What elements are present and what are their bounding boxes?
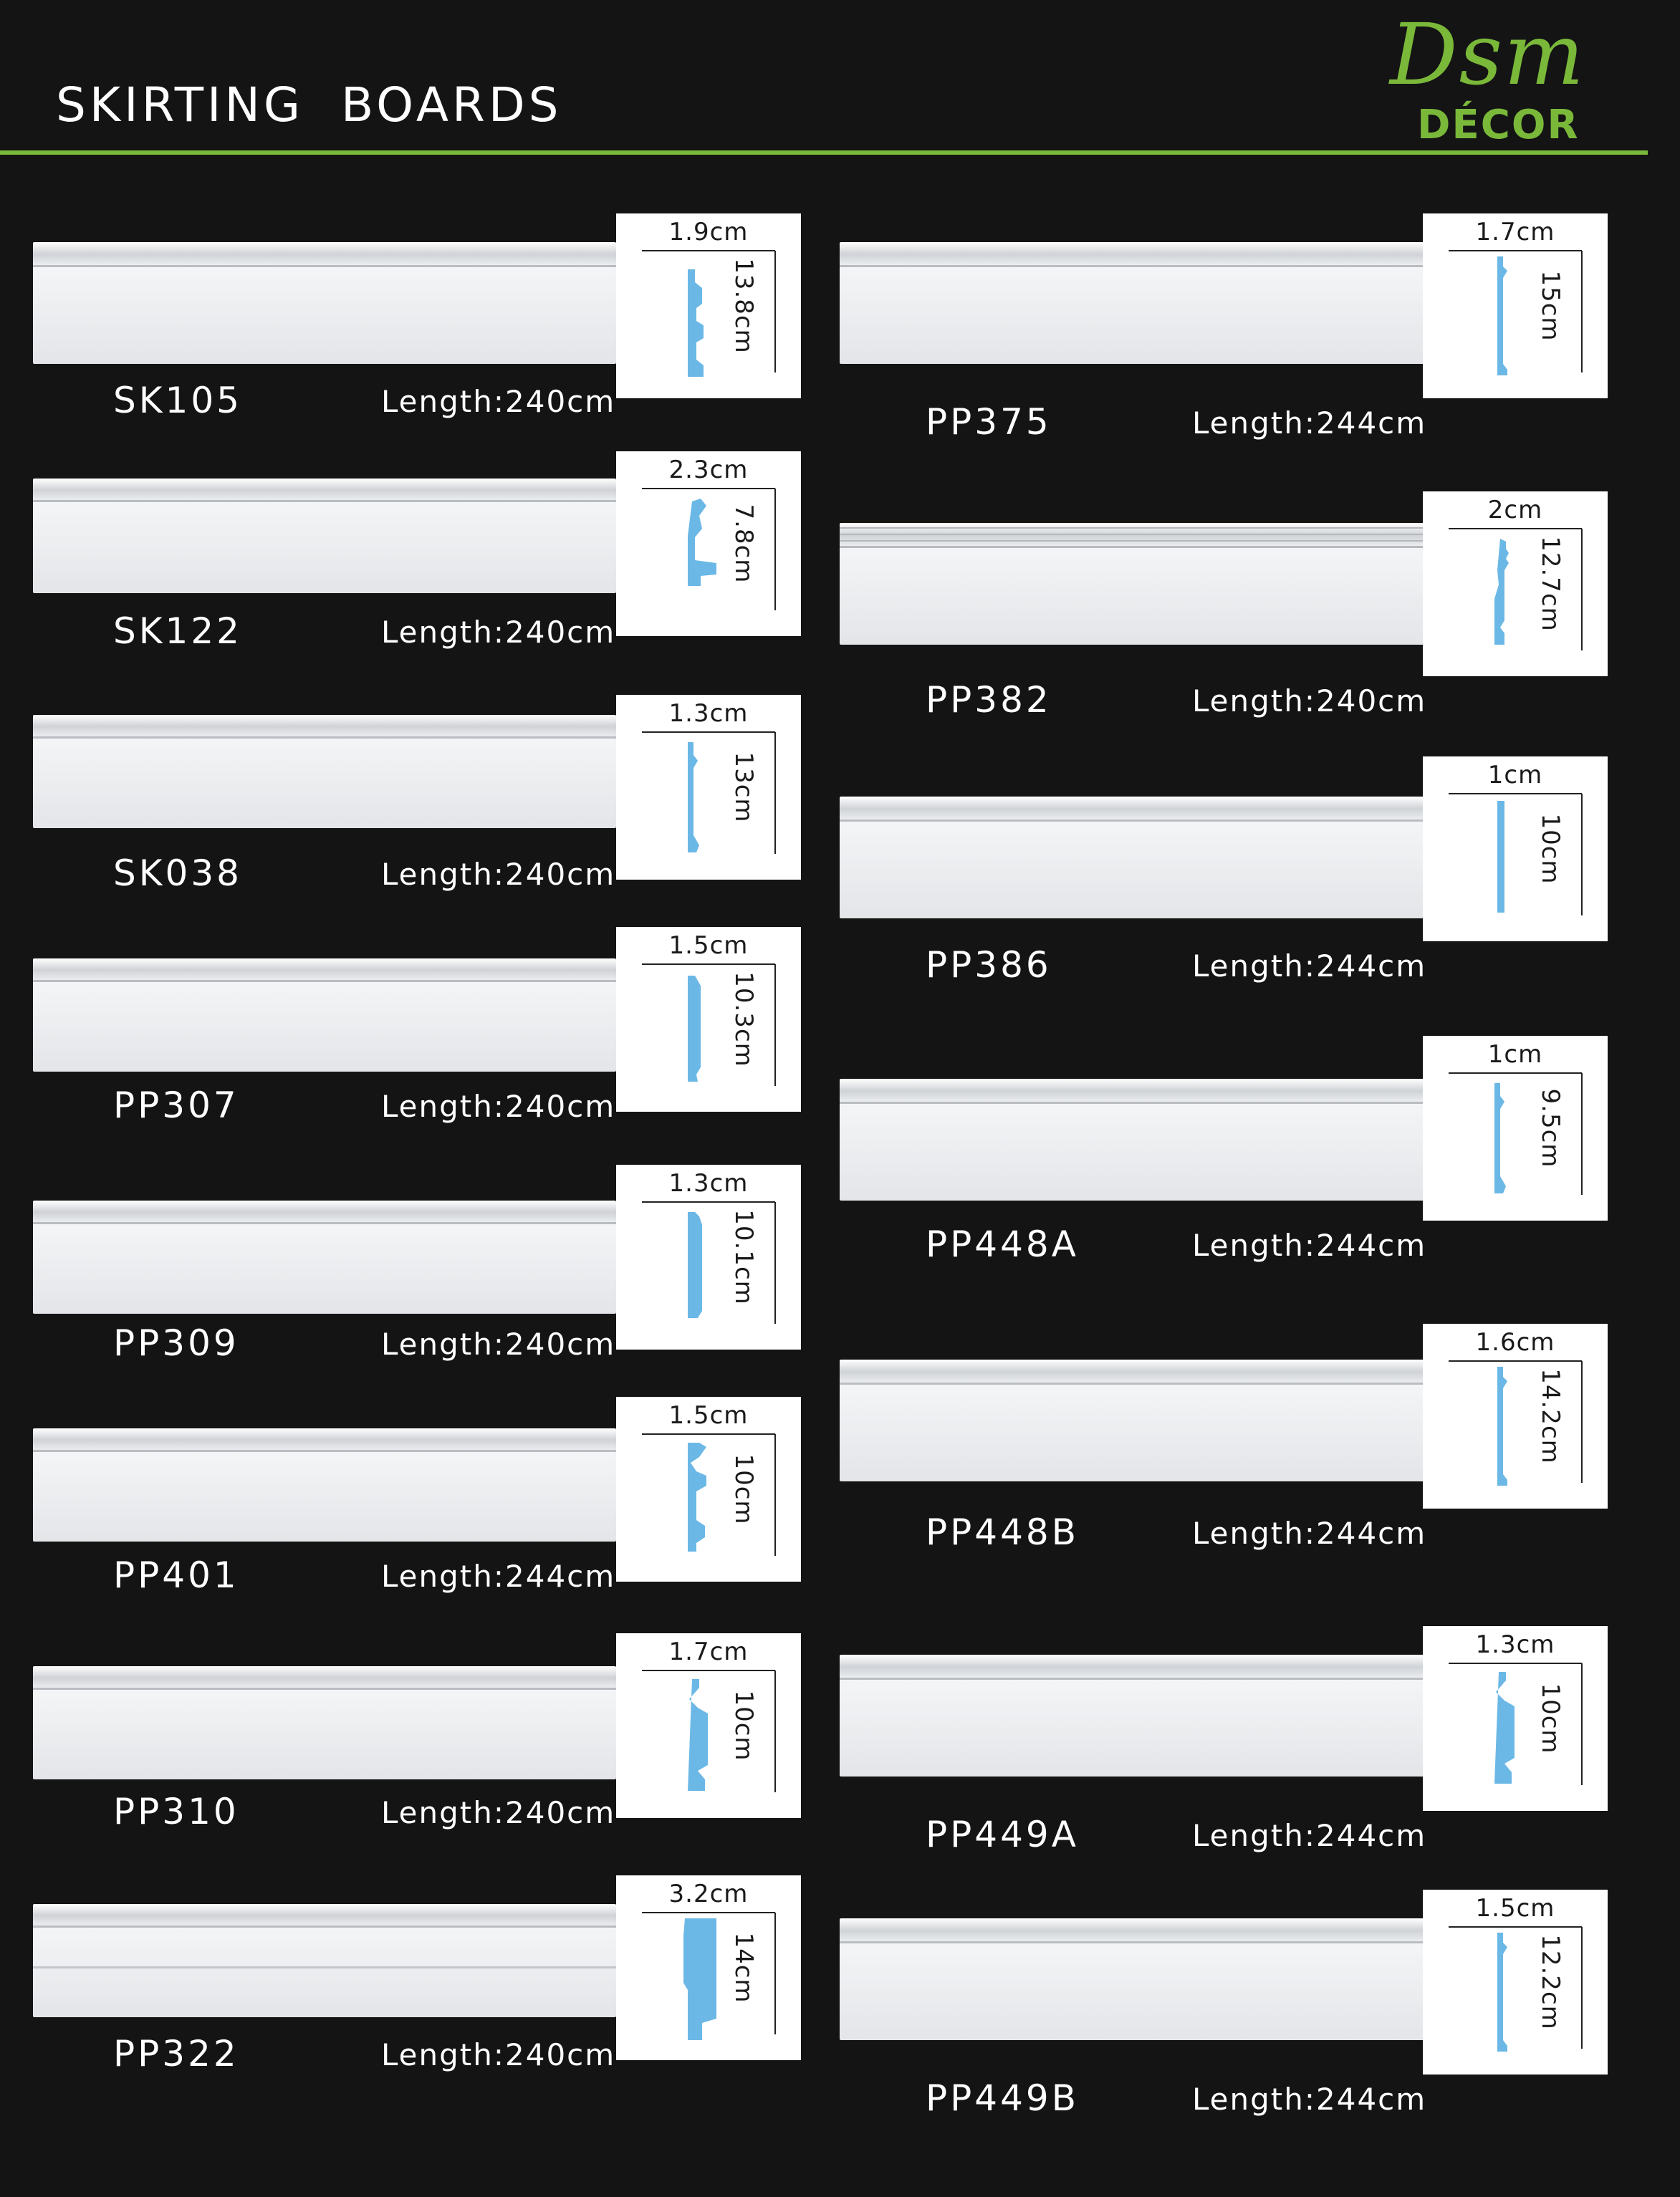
profile-diagram (1423, 756, 1608, 941)
profile-shape (1497, 256, 1507, 375)
product-pp449b (840, 1888, 1608, 2132)
height-label: 9.5cm (1536, 1088, 1565, 1168)
board-photo (840, 797, 1426, 918)
profile-shape (1497, 1933, 1507, 2052)
profile-diagram (1423, 1036, 1608, 1221)
profile-shape (688, 1212, 702, 1318)
product-pp382 (840, 490, 1608, 734)
product-sk038 (33, 693, 801, 937)
height-label: 14.2cm (1536, 1368, 1565, 1464)
profile-shape (688, 1443, 706, 1552)
product-pp307 (33, 926, 801, 1169)
product-length: Length:240cm (381, 857, 616, 892)
board-photo (33, 1666, 616, 1779)
board-image (33, 242, 616, 364)
height-label: 10.3cm (729, 971, 758, 1067)
height-label: 10cm (1536, 813, 1565, 885)
product-length: Length:240cm (1192, 683, 1427, 718)
width-label: 1.3cm (668, 1169, 749, 1198)
height-label: 13cm (729, 751, 758, 823)
board-photo (33, 1428, 616, 1542)
product-code: PP307 (113, 1085, 239, 1126)
profile-shape (1497, 801, 1504, 913)
profile-shape (688, 742, 699, 852)
width-label: 2.3cm (668, 456, 749, 484)
product-pp448a (840, 1034, 1608, 1278)
profile-diagram (1423, 1324, 1608, 1509)
board-photo (33, 1201, 616, 1314)
profile-shape (1497, 1367, 1507, 1486)
logo-word: DÉCOR (1417, 102, 1580, 148)
profile-diagram (616, 213, 801, 398)
board-photo (33, 958, 616, 1072)
board-photo (840, 1918, 1426, 2040)
product-code: PP401 (113, 1554, 239, 1596)
product-code: PP449B (926, 2077, 1080, 2119)
board-image (840, 1360, 1426, 1481)
profile-shape (688, 269, 704, 377)
height-label: 15cm (1536, 270, 1565, 342)
profile-shape (1494, 1672, 1515, 1784)
product-pp448b (840, 1322, 1608, 1566)
product-pp401 (33, 1395, 801, 1639)
profile-shape (683, 1918, 716, 2040)
height-label: 7.8cm (729, 504, 758, 584)
product-pp309 (33, 1163, 801, 1407)
board-image (840, 242, 1426, 364)
board-photo (840, 1655, 1426, 1777)
board-photo (840, 1079, 1426, 1201)
width-label: 1.3cm (668, 699, 749, 728)
width-label: 1.3cm (1475, 1630, 1555, 1659)
product-code: SK038 (113, 852, 242, 894)
product-length: Length:244cm (1192, 1516, 1427, 1551)
width-label: 1.5cm (1475, 1894, 1555, 1923)
product-pp310 (33, 1632, 801, 1875)
product-length: Length:244cm (1192, 405, 1427, 441)
profile-shape (1494, 1083, 1506, 1193)
board-image (33, 958, 616, 1072)
board-photo (33, 242, 616, 364)
height-label: 10.1cm (729, 1209, 758, 1305)
product-pp386 (840, 755, 1608, 999)
product-code: PP309 (113, 1322, 239, 1364)
product-length: Length:240cm (381, 1089, 616, 1124)
product-code: PP448A (926, 1224, 1079, 1265)
height-label: 10cm (729, 1690, 758, 1761)
height-label: 14cm (729, 1932, 758, 2004)
height-label: 12.2cm (1536, 1934, 1565, 2030)
page-title: SKIRTING BOARDS (56, 77, 562, 133)
board-image (840, 1655, 1426, 1777)
product-code: PP310 (113, 1791, 239, 1832)
width-label: 1.6cm (1475, 1328, 1555, 1357)
product-pp375 (840, 212, 1608, 456)
product-length: Length:244cm (1192, 948, 1427, 984)
board-photo (33, 715, 616, 828)
board-photo (33, 1904, 616, 2017)
width-label: 1.9cm (668, 218, 749, 246)
board-image (33, 1904, 616, 2017)
product-length: Length:240cm (381, 615, 616, 650)
product-length: Length:240cm (381, 1795, 616, 1830)
width-label: 1cm (1487, 761, 1543, 789)
board-photo (33, 479, 616, 593)
width-label: 1cm (1487, 1040, 1543, 1069)
board-image (840, 1918, 1426, 2040)
profile-shape (688, 499, 716, 586)
width-label: 1.7cm (1475, 218, 1555, 246)
board-image (33, 1201, 616, 1314)
product-sk105 (33, 212, 801, 456)
profile-diagram (616, 1165, 801, 1350)
product-sk122 (33, 450, 801, 693)
profile-shape (688, 976, 701, 1082)
product-code: PP322 (113, 2033, 239, 2075)
product-pp449a (840, 1625, 1608, 1868)
board-photo (840, 242, 1426, 364)
profile-diagram (616, 1633, 801, 1818)
product-code: SK105 (113, 380, 242, 421)
board-image (840, 1079, 1426, 1201)
height-label: 10cm (729, 1453, 758, 1525)
height-label: 12.7cm (1536, 536, 1565, 632)
profile-shape (688, 1679, 708, 1791)
board-photo (840, 1360, 1426, 1481)
product-code: PP375 (926, 401, 1052, 443)
height-label: 10cm (1536, 1683, 1565, 1754)
product-length: Length:240cm (381, 2037, 616, 2072)
profile-diagram (616, 1397, 801, 1582)
board-photo (840, 523, 1426, 645)
width-label: 1.5cm (668, 931, 749, 960)
product-code: PP382 (926, 679, 1052, 721)
board-image (840, 523, 1426, 645)
profile-shape (1494, 539, 1509, 645)
profile-diagram (1423, 491, 1608, 676)
board-image (840, 797, 1426, 918)
width-label: 2cm (1487, 496, 1543, 524)
profile-diagram (1423, 213, 1608, 398)
product-code: PP449A (926, 1814, 1079, 1855)
profile-diagram (616, 927, 801, 1112)
product-pp322 (33, 1874, 801, 2117)
board-image (33, 479, 616, 593)
board-image (33, 1428, 616, 1542)
product-length: Length:244cm (1192, 1818, 1427, 1853)
product-length: Length:244cm (381, 1559, 616, 1594)
product-code: PP448B (926, 1511, 1080, 1553)
product-length: Length:244cm (1192, 1228, 1427, 1263)
profile-diagram (616, 695, 801, 880)
product-length: Length:240cm (381, 1327, 616, 1362)
profile-diagram (616, 451, 801, 636)
product-code: PP386 (926, 944, 1052, 986)
profile-diagram (1423, 1890, 1608, 2075)
board-image (33, 715, 616, 828)
width-label: 1.5cm (668, 1401, 749, 1430)
product-length: Length:240cm (381, 384, 616, 419)
logo-script: Dsm (1390, 5, 1586, 104)
product-length: Length:244cm (1192, 2082, 1427, 2117)
board-image (33, 1666, 616, 1779)
width-label: 3.2cm (668, 1880, 749, 1908)
profile-diagram (616, 1875, 801, 2060)
width-label: 1.7cm (668, 1638, 749, 1666)
product-code: SK122 (113, 610, 242, 652)
height-label: 13.8cm (729, 258, 758, 354)
profile-diagram (1423, 1626, 1608, 1811)
